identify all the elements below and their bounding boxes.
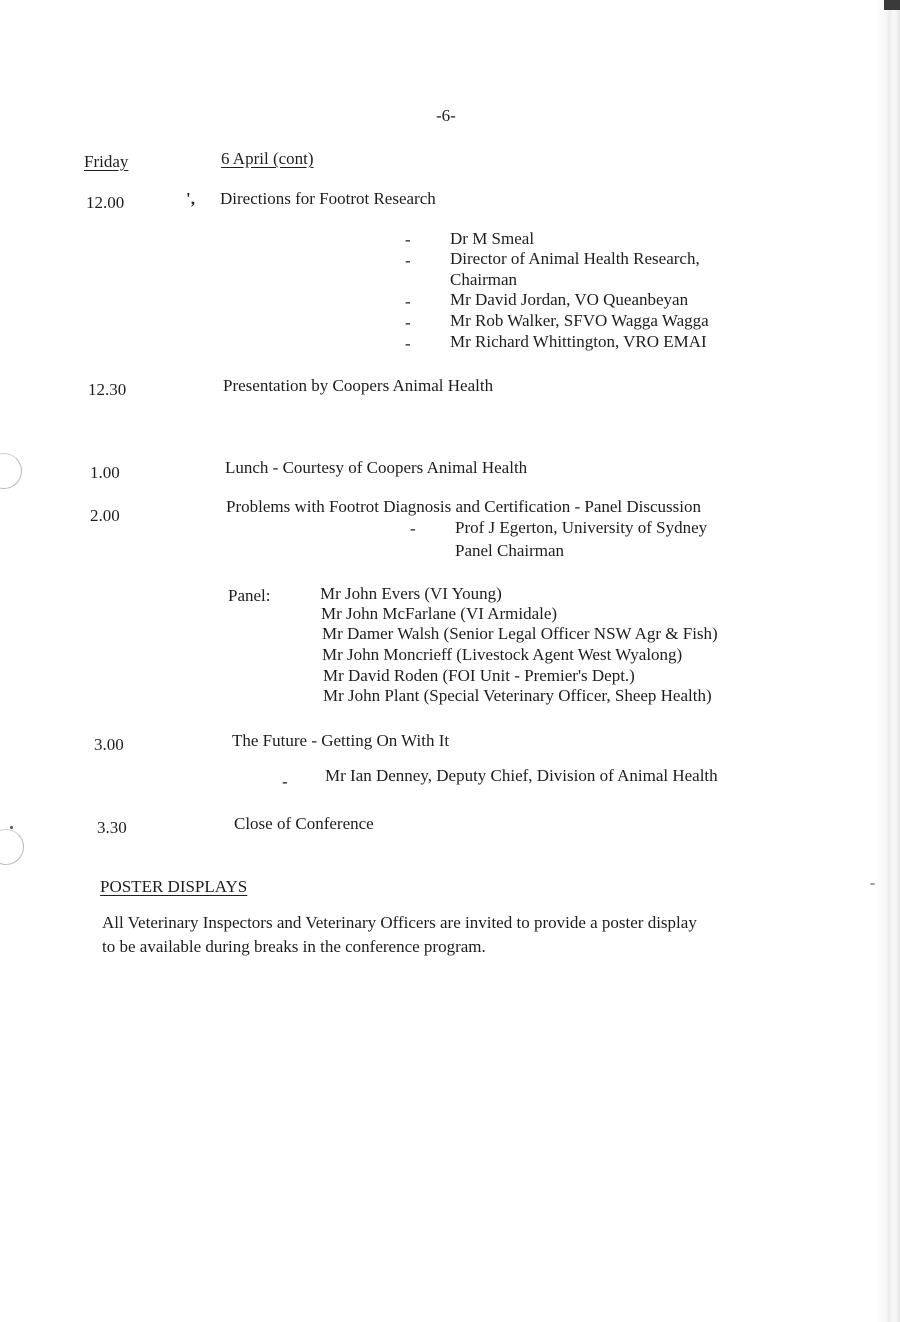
bullet-dash: - [405, 292, 411, 311]
session-title: Directions for Footrot Research [220, 189, 436, 208]
panel-member: Mr John Evers (VI Young) [320, 584, 502, 603]
bullet-dash: - [405, 313, 411, 332]
panel-chair: Prof J Egerton, University of Sydney [455, 518, 708, 537]
session-time: 3.30 [97, 818, 127, 837]
speaker-name: Dr M Smeal [450, 229, 535, 248]
date-heading: 6 April (cont) [221, 149, 314, 168]
session-title: The Future - Getting On With It [232, 731, 450, 750]
bullet-dash: - [405, 334, 411, 353]
panel-member: Mr John Plant (Special Veterinary Officer, Sheep Health) [323, 686, 712, 705]
speaker-name: Mr Richard Whittington, VRO EMAI [450, 332, 707, 351]
scan-speck [10, 826, 13, 829]
stray-mark: ', [186, 189, 195, 208]
panel-member: Mr John Moncrieff (Livestock Agent West Wyalong) [322, 645, 683, 664]
section-heading: POSTER DISPLAYS [100, 877, 248, 896]
panel-member: Mr John McFarlane (VI Armidale) [321, 604, 558, 623]
punch-hole-bottom [0, 829, 24, 865]
page-corner-mark [884, 0, 900, 10]
scan-speck [870, 883, 875, 885]
day-heading: Friday [84, 152, 129, 171]
paragraph-line: to be available during breaks in the conference program. [102, 937, 486, 956]
speaker-name: Director of Animal Health Research, [450, 249, 700, 268]
poster-paragraph [102, 911, 697, 959]
bullet-dash: - [410, 519, 416, 538]
session-time: 2.00 [90, 506, 120, 525]
paragraph-line: All Veterinary Inspectors and Veterinary Officers are invited to provide a poster display [102, 913, 697, 932]
bullet-dash: - [282, 772, 288, 791]
panel-chair-role: Panel Chairman [455, 541, 565, 560]
speaker-name: Mr Ian Denney, Deputy Chief, Division of Animal Health [325, 766, 718, 785]
bullet-dash: - [405, 230, 411, 249]
session-time: 12.30 [88, 380, 127, 399]
speaker-name: Mr David Jordan, VO Queanbeyan [450, 290, 689, 309]
speaker-role: Chairman [450, 270, 518, 289]
page-edge-shadow [876, 0, 900, 1322]
session-time: 3.00 [94, 735, 124, 754]
panel-label: Panel: [228, 586, 271, 605]
session-title: Lunch - Courtesy of Coopers Animal Health [225, 458, 528, 477]
bullet-dash: - [405, 251, 411, 270]
punch-hole-top [0, 453, 22, 489]
page-number: -6- [436, 106, 456, 125]
session-title: Presentation by Coopers Animal Health [223, 376, 494, 395]
session-time: 1.00 [90, 463, 120, 482]
session-time: 12.00 [86, 193, 125, 212]
session-title: Close of Conference [234, 814, 374, 833]
panel-member: Mr Damer Walsh (Senior Legal Officer NSW Agr & Fish) [322, 624, 718, 643]
speaker-name: Mr Rob Walker, SFVO Wagga Wagga [450, 311, 709, 330]
session-title: Problems with Footrot Diagnosis and Certification - Panel Discussion [226, 497, 702, 516]
panel-member: Mr David Roden (FOI Unit - Premier's Dept.) [323, 666, 635, 685]
